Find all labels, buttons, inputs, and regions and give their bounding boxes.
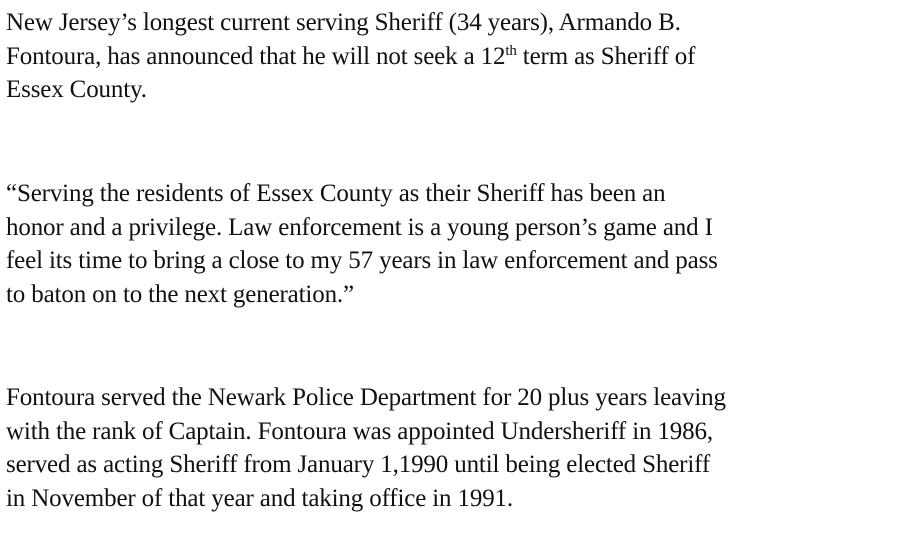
text-line: with the rank of Captain. Fontoura was appointed Undersheriff in 1986, bbox=[6, 417, 713, 445]
paragraph-quote bbox=[6, 177, 718, 311]
paragraph-career bbox=[6, 381, 726, 515]
text-fragment: Fontoura, has announced that he will not seek a 12 bbox=[6, 42, 506, 70]
text-line: in November of that year and taking office in 1991. bbox=[6, 484, 514, 512]
text-line: Fontoura served the Newark Police Department for 20 plus years leaving bbox=[6, 384, 726, 411]
text-line: to baton on to the next generation.” bbox=[6, 280, 354, 308]
text-line: served as acting Sheriff from January 1,1990 until being elected Sheriff bbox=[6, 451, 711, 478]
text-line: Essex County. bbox=[6, 76, 147, 103]
paragraph-announcement bbox=[6, 6, 695, 107]
text-fragment: term as Sheriff of bbox=[516, 42, 696, 70]
text-line: “Serving the residents of Essex County as their Sheriff has been an bbox=[6, 180, 666, 207]
text-line: honor and a privilege. Law enforcement is a young person’s game and I bbox=[6, 213, 713, 241]
ordinal-superscript: th bbox=[505, 42, 517, 59]
text-line: feel its time to bring a close to my 57 years in law enforcement and pass bbox=[6, 247, 718, 274]
text-line bbox=[6, 40, 695, 74]
text-line: New Jersey’s longest current serving Sheriff (34 years), Armando B. bbox=[6, 9, 681, 36]
